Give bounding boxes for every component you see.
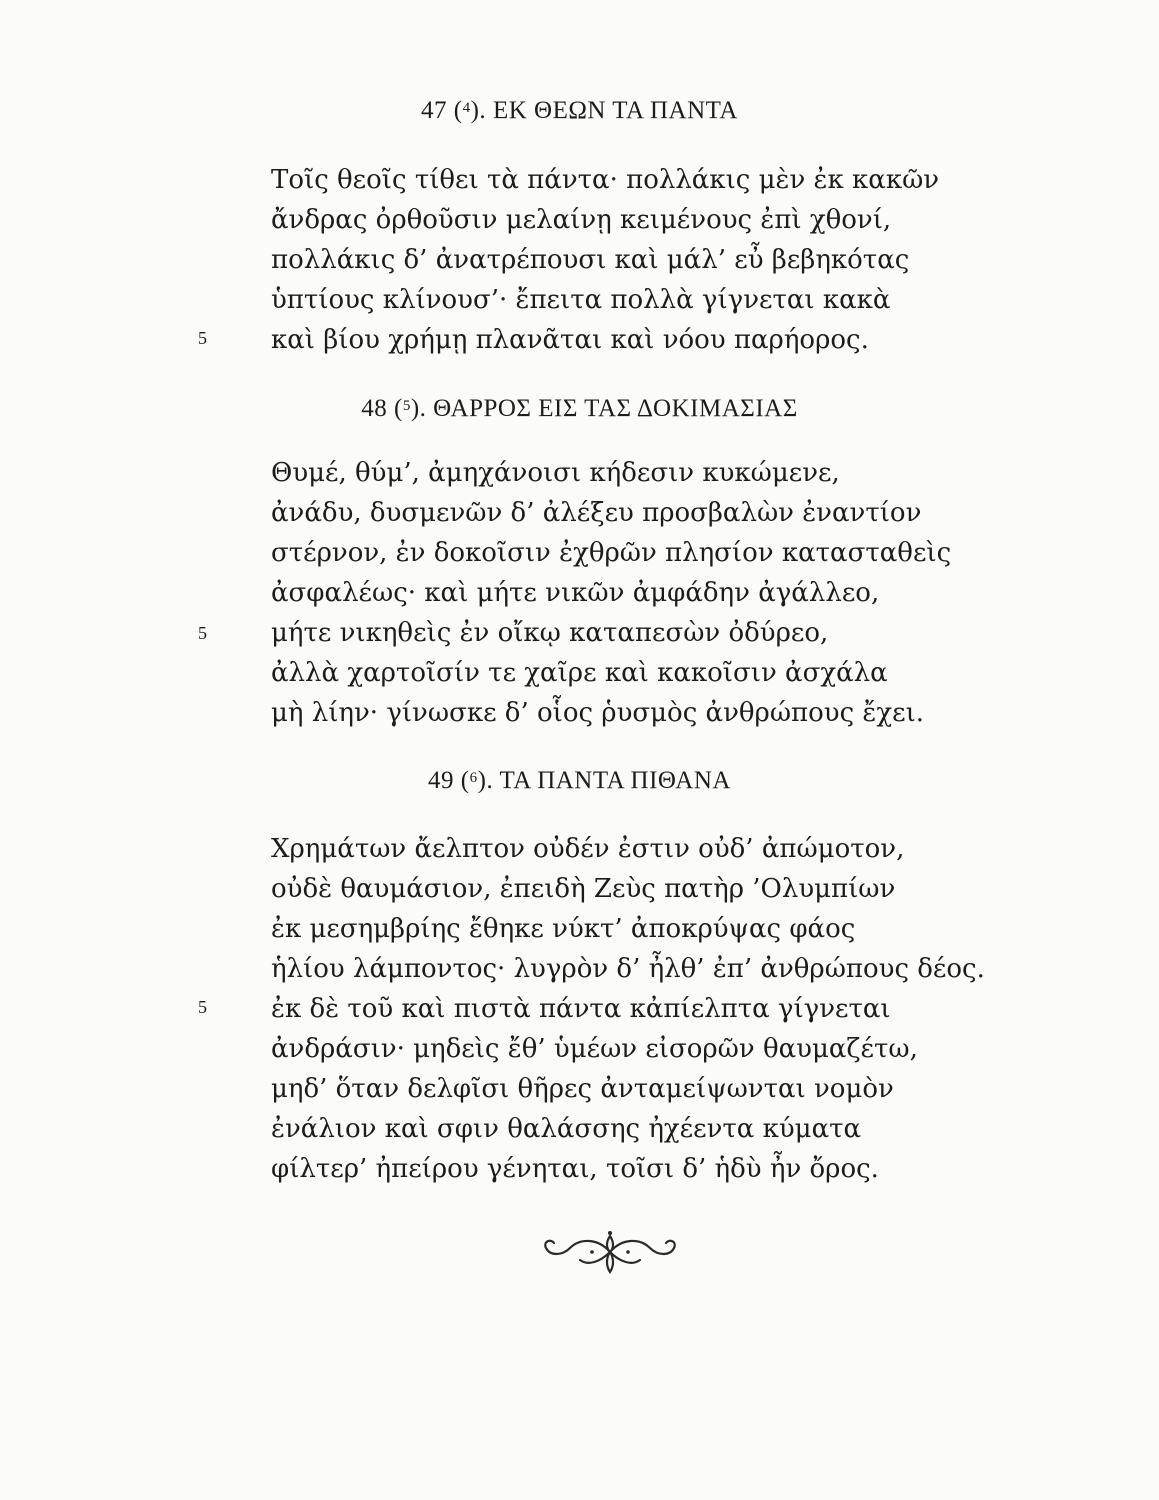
line-number: 5 <box>198 623 207 643</box>
poem-number: 48 <box>361 395 388 422</box>
poem-47-verse <box>271 160 939 360</box>
verse-line: ἀσφαλέως· καὶ μήτε νικῶν ἀμφάδην ἀγάλλεο, <box>271 578 880 608</box>
verse-line: πολλάκις δ’ ἀνατρέπουσι καὶ μάλ’ εὖ βεβηκότας <box>271 245 910 275</box>
verse-line: μηδ’ ὅταν δελφῖσι θῆρες ἀνταμείψωνται νομὸν <box>271 1074 894 1104</box>
verse-line: στέρνον, ἐν δοκοῖσιν ἐχθρῶν πλησίον κατασταθεὶς <box>271 538 952 568</box>
poem-49-heading: 49 ($^6$). ΤΑ ΠΑΝΤΑ ΠΙΘΑΝΑ <box>428 767 731 794</box>
poem-number: 49 <box>428 767 455 794</box>
poem-title: ΕΚ ΘΕΩΝ ΤΑ ΠΑΝΤΑ <box>492 97 738 124</box>
verse-line: ἀνάδυ, δυσμενῶν δ’ ἀλέξευ προσβαλὼν ἐναντίον <box>271 498 922 528</box>
footnote-number: 6 <box>469 770 478 786</box>
verse-line: μὴ λίην· γίνωσκε δ’ οἷος ῥυσμὸς ἀνθρώπους ἔχει. <box>271 698 925 728</box>
poem-48-heading: 48 ($^5$). ΘΑΡΡΟΣ ΕΙΣ ΤΑΣ ΔΟΚΙΜΑΣΙΑΣ <box>361 395 798 422</box>
poem-49-verse <box>271 829 985 1189</box>
poem-47-heading: 47 ($^4$). ΕΚ ΘΕΩΝ ΤΑ ΠΑΝΤΑ <box>421 97 738 124</box>
footnote-number: 4 <box>462 100 471 116</box>
verse-line: Τοῖς θεοῖς τίθει τὰ πάντα· πολλάκις μὲν ἐκ κακῶν <box>271 165 940 195</box>
verse-line: Χρημάτων ἄελπτον οὐδέν ἐστιν οὐδ’ ἀπώμοτον, <box>271 834 905 864</box>
verse-line: ἐκ μεσημβρίης ἔθηκε νύκτ’ ἀποκρύψας φάος <box>271 914 856 944</box>
poem-title: ΤΑ ΠΑΝΤΑ ΠΙΘΑΝΑ <box>499 767 731 794</box>
poem-number: 47 <box>421 97 448 124</box>
verse-line: ἐνάλιον καὶ σφιν θαλάσσης ἠχέεντα κύματα <box>271 1114 862 1144</box>
line-number: 5 <box>198 328 207 348</box>
verse-line: ἀνδράσιν· μηδεὶς ἔθ’ ὑμέων εἰσορῶν θαυμαζέτω, <box>271 1034 918 1064</box>
verse-line: ἡλίου λάμποντος· λυγρὸν δ’ ἦλθ’ ἐπ’ ἀνθρώπους δέος. <box>271 954 985 984</box>
footnote-number: 5 <box>402 398 411 414</box>
verse-line: μήτε νικηθεὶς ἐν οἴκῳ καταπεσὼν ὀδύρεο, <box>271 618 829 648</box>
verse-line: καὶ βίου χρήμῃ πλανᾶται καὶ νόου παρήορος. <box>271 325 869 355</box>
poem-title: ΘΑΡΡΟΣ ΕΙΣ ΤΑΣ ΔΟΚΙΜΑΣΙΑΣ <box>433 395 798 422</box>
poem-48-verse <box>271 453 951 733</box>
floral-ornament-icon <box>540 1228 680 1276</box>
verse-line: ὑπτίους κλίνουσ’· ἔπειτα πολλὰ γίγνεται κακὰ <box>271 285 891 315</box>
verse-line: ἄνδρας ὀρθοῦσιν μελαίνῃ κειμένους ἐπὶ χθονί, <box>271 205 892 235</box>
verse-line: ἀλλὰ χαρτοῖσίν τε χαῖρε καὶ κακοῖσιν ἀσχάλα <box>271 658 888 688</box>
verse-line: φίλτερ’ ἠπείρου γένηται, τοῖσι δ’ ἡδὺ ἦν ὄρος. <box>271 1154 879 1184</box>
verse-line: Θυμέ, θύμ’, ἀμηχάνοισι κήδεσιν κυκώμενε, <box>271 458 840 488</box>
verse-line: ἐκ δὲ τοῦ καὶ πιστὰ πάντα κἀπίελπτα γίγνεται <box>271 994 891 1024</box>
verse-line: οὐδὲ θαυμάσιον, ἐπειδὴ Ζεὺς πατὴρ ’Ολυμπίων <box>271 874 896 904</box>
line-number: 5 <box>198 997 207 1017</box>
